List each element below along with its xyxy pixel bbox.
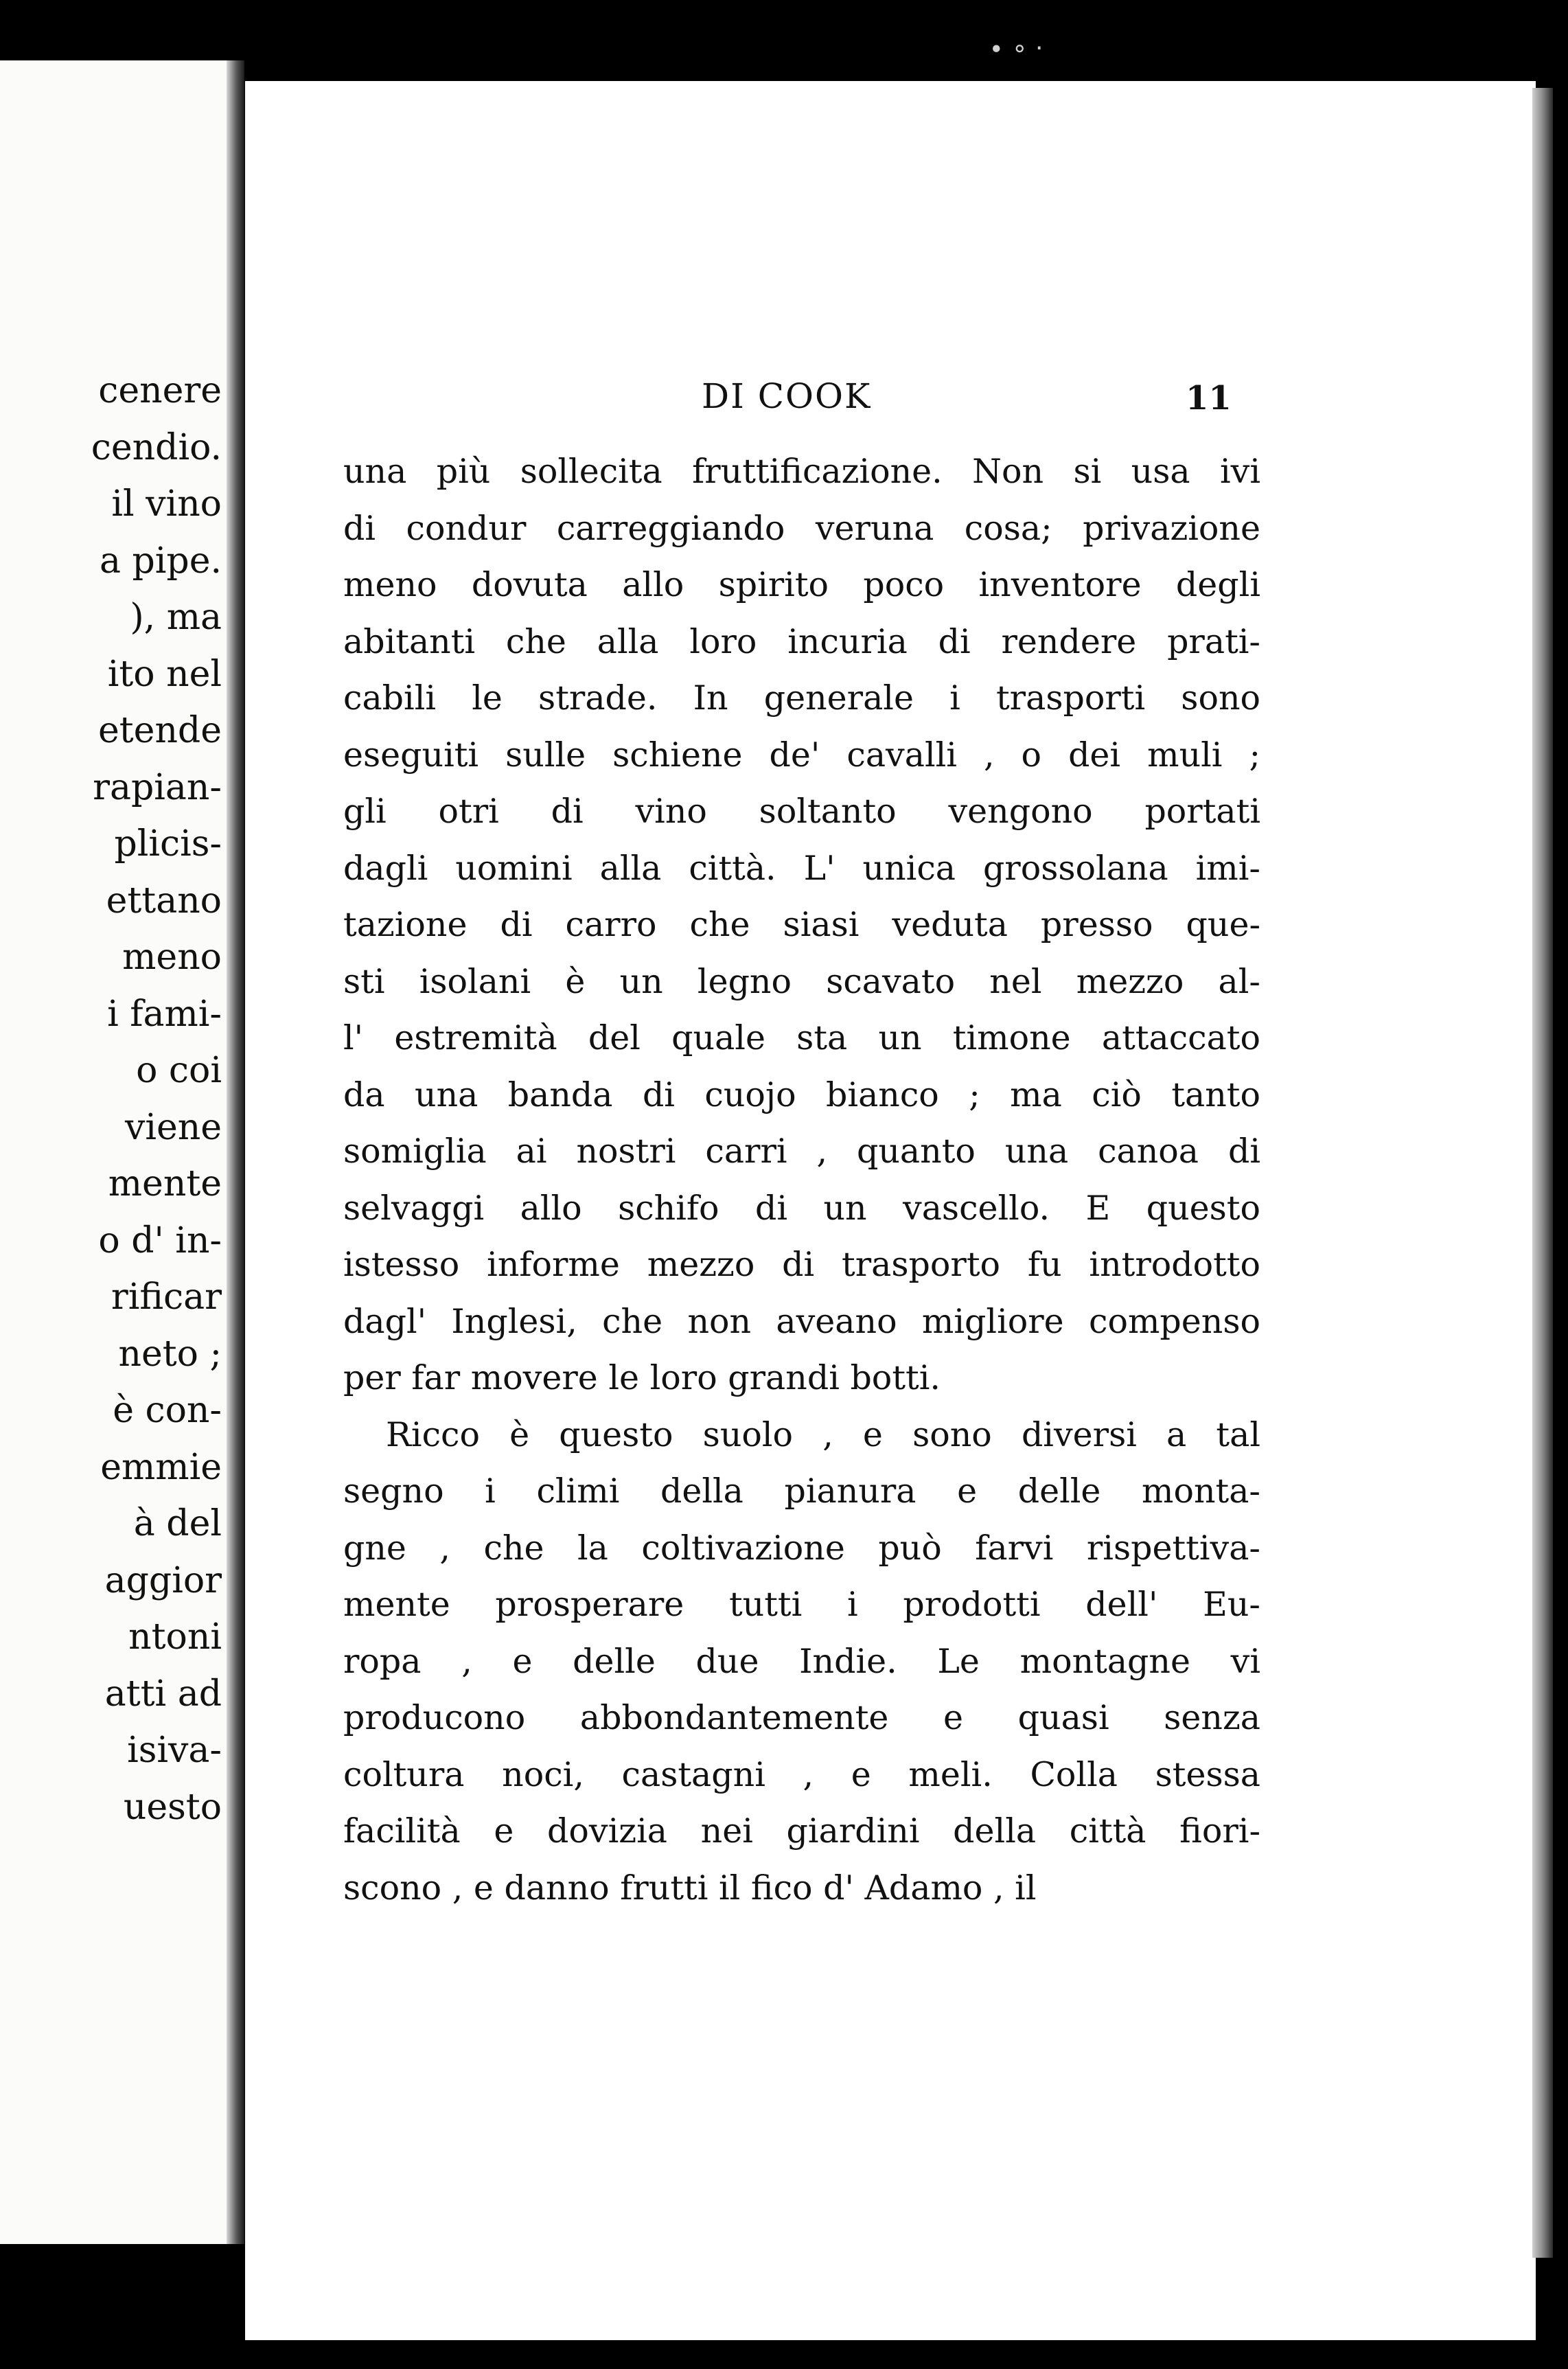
text-line: una più sollecita fruttificazione. Non si usa ivi: [343, 452, 1260, 491]
left-page-line-fragment: o coi: [136, 1050, 222, 1091]
right-page: [245, 81, 1536, 2340]
text-line: Ricco è questo suolo , e sono diversi a tal: [386, 1415, 1260, 1454]
text-line: di condur carreggiando veruna cosa; privazione: [343, 508, 1260, 548]
left-page-line-fragment: ito nel: [107, 653, 222, 695]
text-line: meno dovuta allo spirito poco inventore degli: [343, 565, 1260, 604]
text-line: scono , e danno frutti il fico d' Adamo , il: [343, 1868, 1037, 1908]
text-line: segno i climi della pianura e delle monta-: [343, 1472, 1260, 1511]
left-page-line-fragment: atti ad: [104, 1673, 222, 1715]
left-page-line-fragment: aggior: [104, 1559, 222, 1601]
left-page-line-fragment: rapian-: [93, 766, 222, 808]
text-line: facilità e dovizia nei giardini della città fiori-: [343, 1811, 1260, 1851]
text-line: mente prosperare tutti i prodotti dell' Eu-: [343, 1585, 1260, 1624]
left-page-line-fragment: emmie: [100, 1446, 222, 1488]
left-page-line-fragment: ettano: [106, 880, 222, 922]
text-line: abitanti che alla loro incuria di rendere prati-: [343, 621, 1260, 661]
left-page-line-fragment: meno: [122, 937, 222, 978]
text-line: coltura noci, castagni , e meli. Colla stessa: [343, 1754, 1260, 1794]
left-page-line-fragment: plicis-: [114, 823, 222, 865]
page-edge-shadow: [1532, 88, 1553, 2258]
left-page-line-fragment: etende: [98, 710, 222, 751]
left-page-line-fragment: à del: [133, 1503, 222, 1544]
left-page-line-fragment: ), ma: [130, 597, 222, 638]
text-line: eseguiti sulle schiene de' cavalli , o dei muli ;: [343, 735, 1260, 775]
text-line: ropa , e delle due Indie. Le montagne vi: [343, 1641, 1260, 1681]
text-line: producono abbondantemente e quasi senza: [343, 1698, 1260, 1737]
text-line: per far movere le loro grandi botti.: [343, 1358, 941, 1397]
left-facing-page: [0, 60, 237, 2244]
text-line: tazione di carro che siasi veduta presso que-: [343, 905, 1260, 944]
left-page-line-fragment: rificar: [111, 1277, 222, 1318]
text-line: istesso informe mezzo di trasporto fu introdotto: [343, 1245, 1260, 1284]
text-line: somiglia ai nostri carri , quanto una canoa di: [343, 1132, 1260, 1171]
left-page-line-fragment: è con-: [113, 1390, 222, 1431]
text-line: gne , che la coltivazione può farvi rispettiva-: [343, 1528, 1260, 1568]
left-page-line-fragment: a pipe.: [99, 540, 222, 582]
book-gutter-shadow: [227, 60, 244, 2244]
text-line: da una banda di cuojo bianco ; ma ciò tanto: [343, 1075, 1260, 1114]
left-page-line-fragment: isiva-: [127, 1730, 222, 1771]
text-line: l' estremità del quale sta un timone attaccato: [343, 1018, 1260, 1057]
left-page-line-fragment: i fami-: [107, 993, 222, 1035]
text-line: sti isolani è un legno scavato nel mezzo al-: [343, 961, 1260, 1001]
left-page-line-fragment: mente: [108, 1163, 222, 1204]
running-head-title: DI COOK: [702, 376, 872, 416]
left-page-line-fragment: ntoni: [128, 1616, 222, 1658]
text-line: cabili le strade. In generale i trasporti sono: [343, 678, 1260, 718]
left-page-text-fragments: [91, 363, 222, 1835]
left-page-line-fragment: cenere: [98, 370, 222, 411]
text-line: dagli uomini alla città. L' unica grossolana imi-: [343, 848, 1260, 888]
body-text: [343, 444, 1260, 1916]
left-page-line-fragment: cendio.: [91, 426, 222, 468]
left-page-line-fragment: o d' in-: [98, 1220, 222, 1261]
text-line: gli otri di vino soltanto vengono portati: [343, 792, 1260, 831]
page-number: 11: [1186, 379, 1232, 417]
scan-speck-mark: ∙ ∘ ·: [989, 34, 1044, 62]
left-page-line-fragment: uesto: [123, 1786, 222, 1828]
running-head: [245, 376, 1536, 424]
left-page-line-fragment: il vino: [111, 483, 222, 525]
text-line: selvaggi allo schifo di un vascello. E questo: [343, 1188, 1260, 1228]
left-page-line-fragment: neto ;: [118, 1333, 222, 1375]
text-line: dagl' Inglesi, che non aveano migliore compenso: [343, 1301, 1260, 1341]
left-page-line-fragment: viene: [124, 1106, 222, 1148]
